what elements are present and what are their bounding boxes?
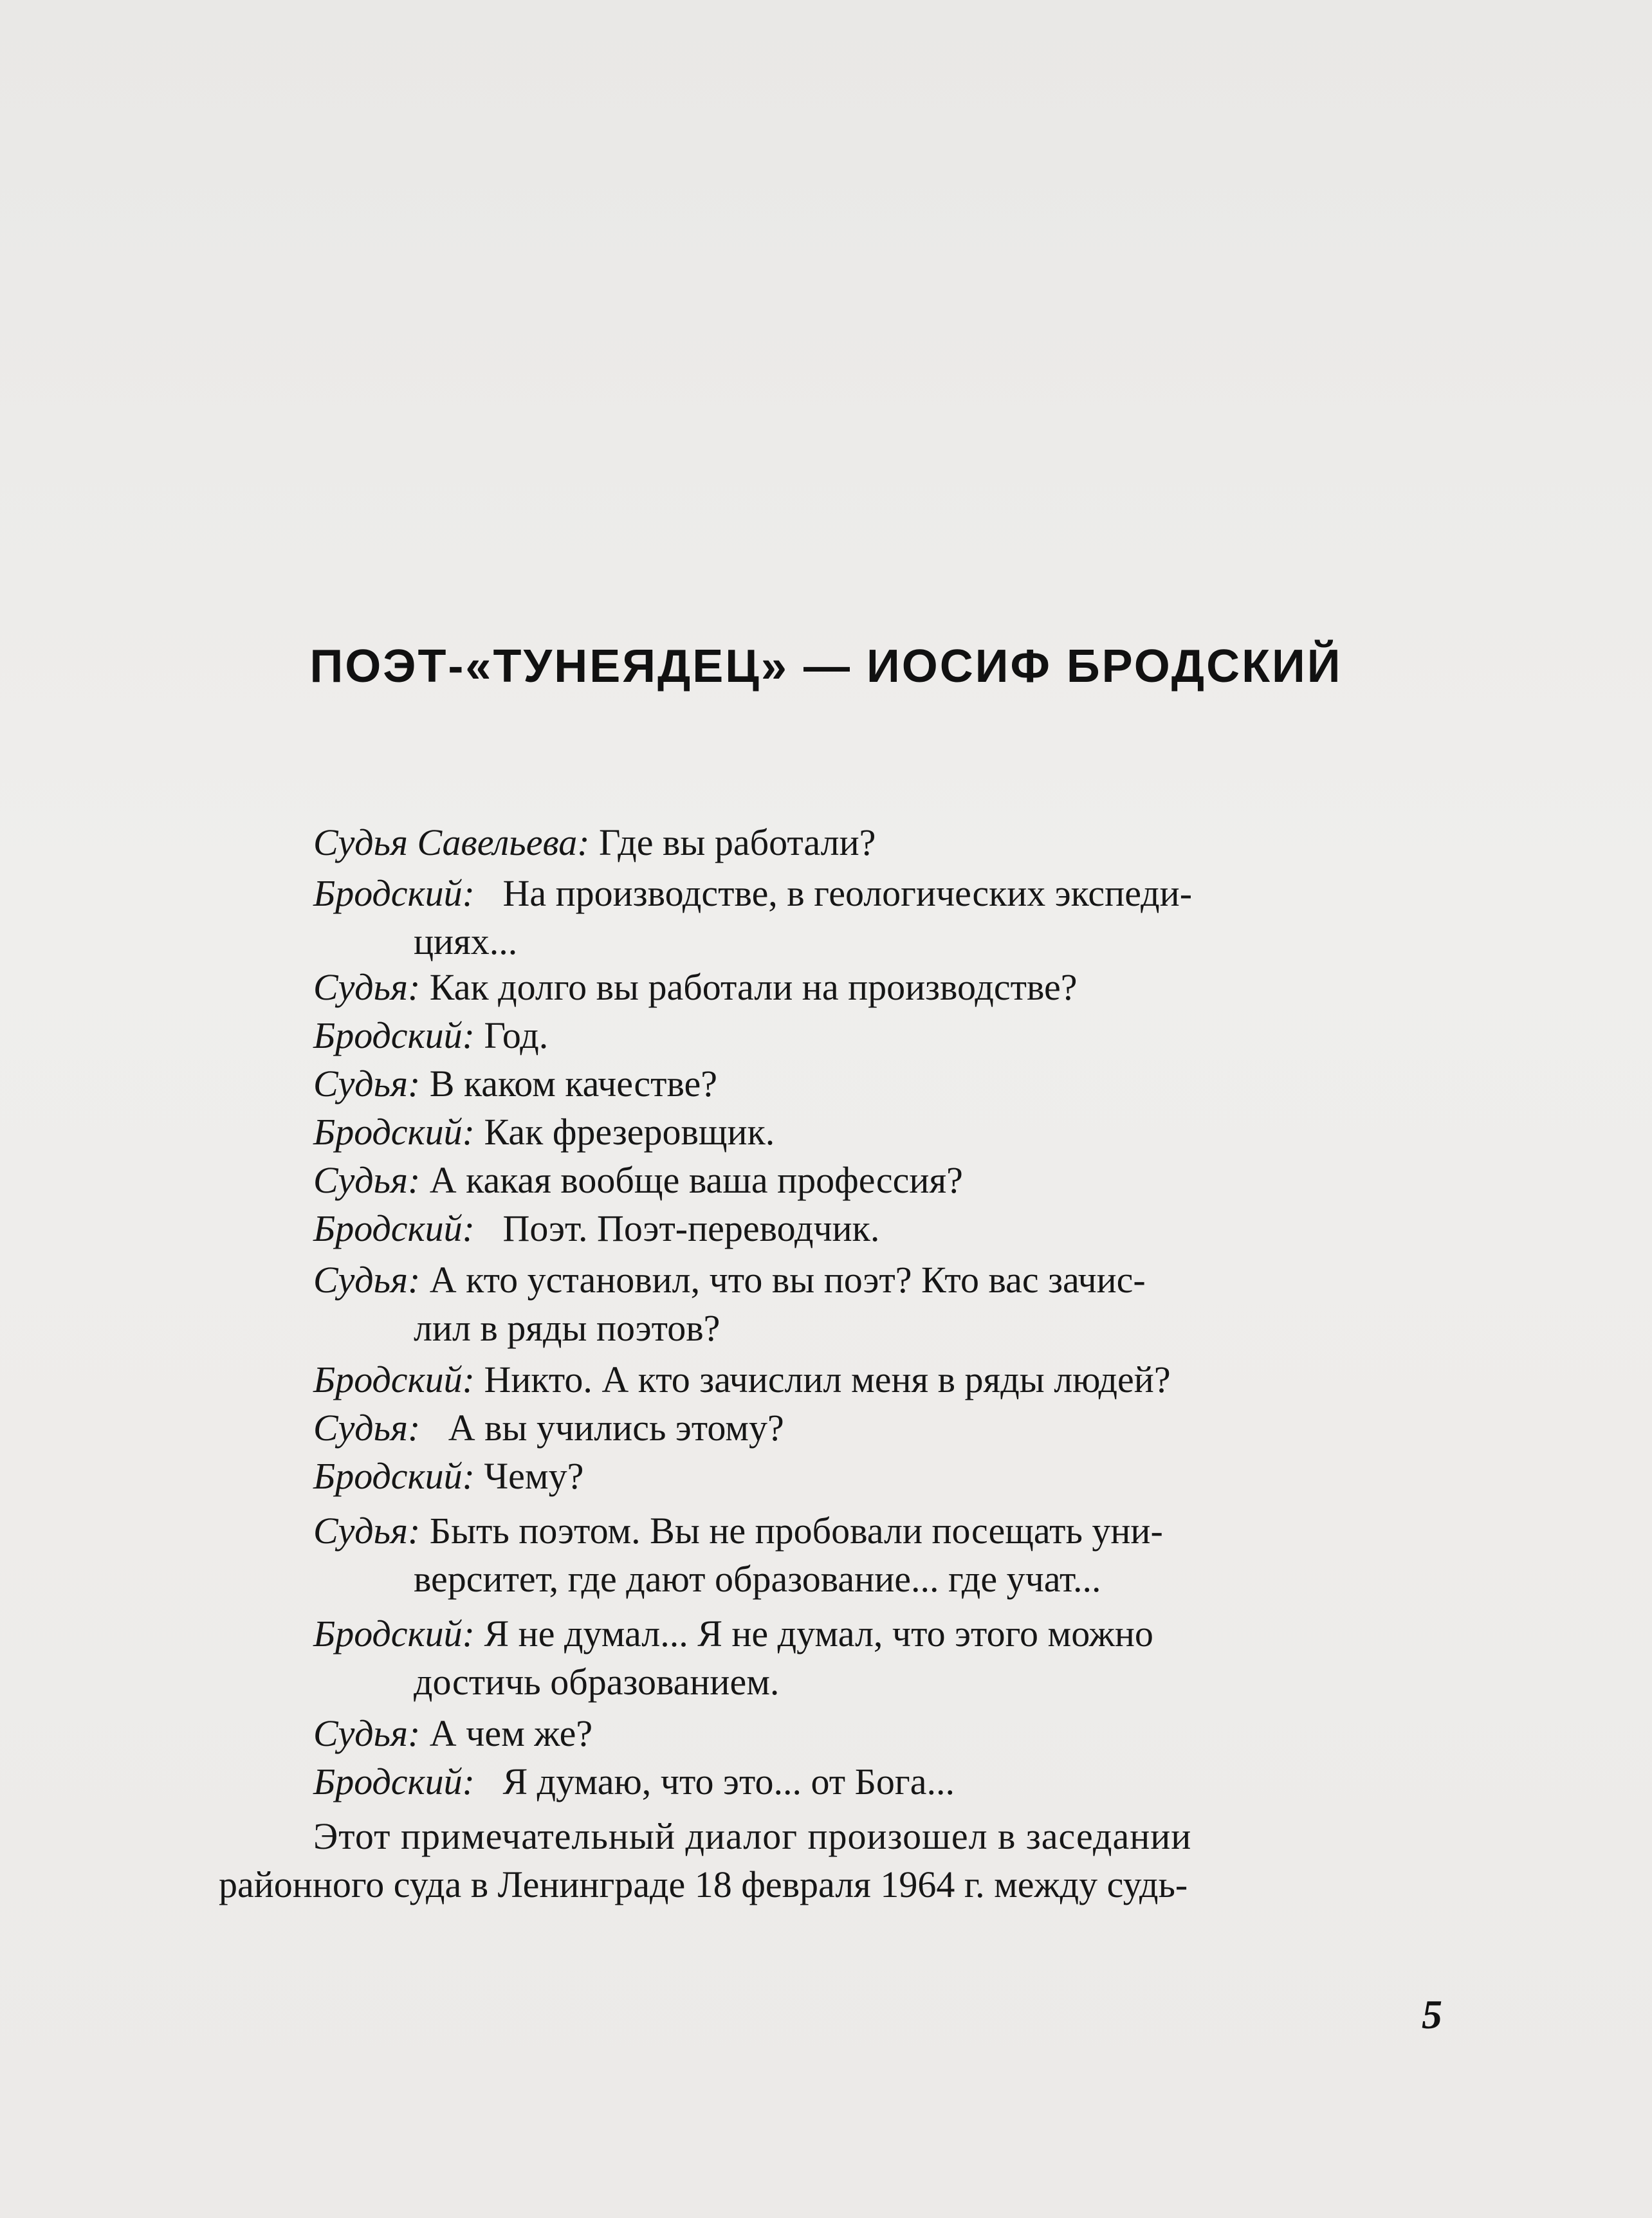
dialogue-line bbox=[313, 1061, 717, 1106]
dialogue-line bbox=[313, 1357, 1171, 1402]
paragraph-line: районного суда в Ленинграде 18 февраля 1964 г. между судь- bbox=[219, 1864, 1188, 1905]
page-number: 5 bbox=[1422, 1992, 1442, 2037]
speaker-label: Бродский: bbox=[313, 872, 475, 914]
dialogue-line bbox=[313, 1013, 548, 1058]
speaker-label: Бродский: bbox=[313, 1207, 475, 1249]
dialogue-continuation: достичь образованием. bbox=[414, 1661, 780, 1703]
chapter-title: ПОЭТ-«ТУНЕЯДЕЦ» — ИОСИФ БРОДСКИЙ bbox=[309, 641, 1343, 692]
dialogue-line bbox=[313, 1258, 1146, 1303]
dialogue-line bbox=[313, 1508, 1163, 1554]
speech-text: Как долго вы работали на производстве? bbox=[429, 966, 1078, 1008]
speaker-label: Судья: bbox=[313, 1159, 421, 1201]
speaker-label: Бродский: bbox=[313, 1359, 475, 1400]
speech-text: Год. bbox=[484, 1014, 549, 1056]
speaker-label: Судья: bbox=[313, 1063, 421, 1104]
speech-text: На производстве, в геологических экспеди- bbox=[502, 872, 1193, 914]
speech-text: А кто установил, что вы поэт? Кто вас зачис- bbox=[429, 1259, 1146, 1301]
dialogue-continuation: верситет, где дают образование... где учат... bbox=[414, 1558, 1101, 1600]
dialogue-line bbox=[313, 1454, 583, 1499]
speech-text: Где вы работали? bbox=[599, 821, 876, 863]
speaker-label: Бродский: bbox=[313, 1761, 475, 1802]
speech-text: А какая вообще ваша профессия? bbox=[429, 1159, 963, 1201]
paragraph-line: Этот примечательный диалог произошел в заседании bbox=[313, 1815, 1192, 1857]
speech-text: Быть поэтом. Вы не пробовали посещать уни- bbox=[429, 1510, 1163, 1552]
speaker-label: Судья: bbox=[313, 1510, 421, 1552]
dialogue-line bbox=[313, 965, 1078, 1010]
speech-text: А вы учились этому? bbox=[448, 1407, 784, 1449]
speaker-label: Судья: bbox=[313, 1712, 421, 1754]
speech-text: Я не думал... Я не думал, что этого можно bbox=[484, 1613, 1153, 1654]
speaker-label: Бродский: bbox=[313, 1014, 475, 1056]
speech-text: Как фрезеровщик. bbox=[484, 1111, 775, 1153]
dialogue-line bbox=[313, 1158, 963, 1203]
dialogue-line bbox=[313, 871, 1192, 916]
dialogue-continuation: лил в ряды поэтов? bbox=[414, 1307, 720, 1349]
speaker-label: Судья: bbox=[313, 966, 421, 1008]
speaker-label: Судья: bbox=[313, 1259, 421, 1301]
speaker-label: Бродский: bbox=[313, 1111, 475, 1153]
speaker-label: Бродский: bbox=[313, 1613, 475, 1654]
dialogue-line bbox=[313, 1206, 879, 1251]
dialogue-line bbox=[313, 1759, 955, 1804]
speaker-label: Судья Савельева: bbox=[313, 821, 590, 863]
speech-text: Поэт. Поэт-переводчик. bbox=[502, 1207, 880, 1249]
speech-text: Я думаю, что это... от Бога... bbox=[502, 1761, 955, 1802]
dialogue-line bbox=[313, 1611, 1153, 1656]
speaker-label: Бродский: bbox=[313, 1455, 475, 1497]
dialogue-line bbox=[313, 1110, 775, 1155]
dialogue-line bbox=[313, 1711, 592, 1756]
speaker-label: Судья: bbox=[313, 1407, 421, 1449]
speech-text: В каком качестве? bbox=[429, 1063, 718, 1104]
dialogue-line bbox=[313, 820, 876, 865]
speech-text: А чем же? bbox=[429, 1712, 593, 1754]
dialogue-line bbox=[313, 1406, 784, 1451]
speech-text: Никто. А кто зачислил меня в ряды людей? bbox=[484, 1359, 1171, 1400]
dialogue-continuation: циях... bbox=[414, 921, 518, 962]
speech-text: Чему? bbox=[484, 1455, 584, 1497]
